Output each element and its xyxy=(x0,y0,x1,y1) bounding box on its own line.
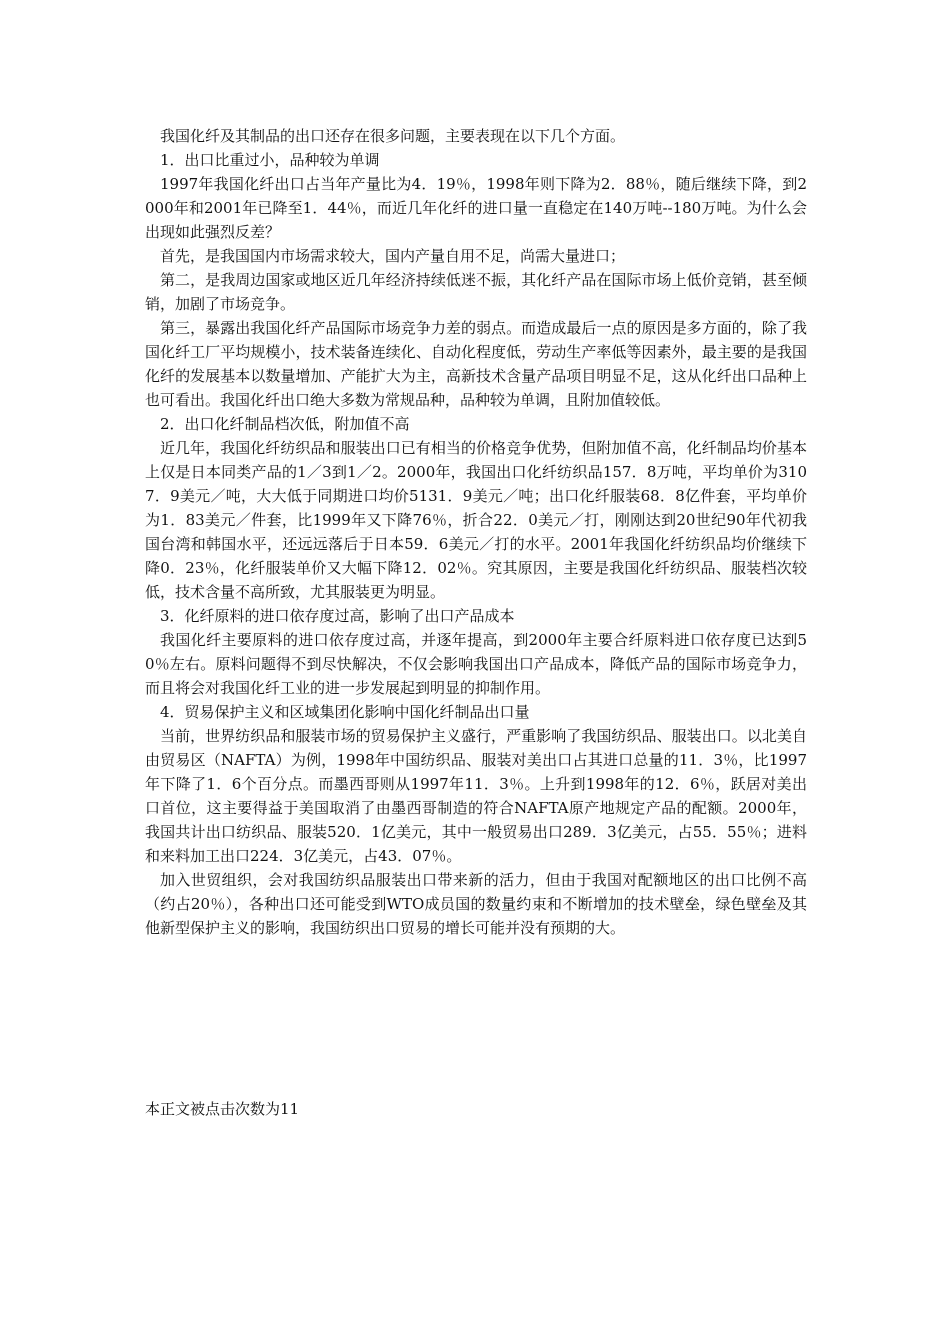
section-1-paragraph: 第二，是我周边国家或地区近几年经济持续低迷不振，其化纤产品在国际市场上低价竞销，甚至倾销，加剧了市场竞争。 xyxy=(145,271,807,313)
section-2-paragraph: 近几年，我国化纤纺织品和服装出口已有相当的价格竞争优势，但附加值不高，化纤制品均价基本上仅是日本同类产品的1／3到1／2。2000年，我国出口化纤纺织品157．8万吨，平均单价为3107．9美元／吨，大大低于同期进口均价5131．9美元／吨；出口化纤服装68．8亿件套，平均单价为1．83美元／件套，比1999年又下降76％，折合22．0美元／打，刚刚达到20世纪90年代初我国台湾和韩国水平，还远远落后于日本59．6美元／打的水平。2001年我国化纤纺织品均价继续下降0．23％，化纤服装单价又大幅下降12．02％。究其原因，主要是我国化纤纺织品、服装档次较低，技术含量不高所致，尤其服装更为明显。 xyxy=(145,439,807,601)
section-4-paragraph: 当前，世界纺织品和服装市场的贸易保护主义盛行，严重影响了我国纺织品、服装出口。以北美自由贸易区（NAFTA）为例，1998年中国纺织品、服装对美出口占其进口总量的11．3％，比1997年下降了1．6个百分点。而墨西哥则从1997年11．3％。上升到1998年的12．6％，跃居对美出口首位，这主要得益于美国取消了由墨西哥制造的符合NAFTA原产地规定产品的配额。2000年，我国共计出口纺织品、服装520．1亿美元，其中一般贸易出口289．3亿美元，占55．55％；进料和来料加工出口224．3亿美元，占43．07％。 xyxy=(145,727,807,865)
section-4-paragraph: 加入世贸组织，会对我国纺织品服装出口带来新的活力，但由于我国对配额地区的出口比例不高（约占20％），各种出口还可能受到WTO成员国的数量约束和不断增加的技术壁垒，绿色壁垒及其他新型保护主义的影响，我国纺织出口贸易的增长可能并没有预期的大。 xyxy=(145,871,807,937)
section-1-paragraph: 首先，是我国国内市场需求较大，国内产量自用不足，尚需大量进口； xyxy=(160,247,626,265)
article-body xyxy=(145,124,807,940)
intro-paragraph: 我国化纤及其制品的出口还存在很多问题，主要表现在以下几个方面。 xyxy=(160,127,626,145)
section-1-heading: 1．出口比重过小，品种较为单调 xyxy=(160,151,380,169)
section-3-heading: 3．化纤原料的进口依存度过高，影响了出口产品成本 xyxy=(160,607,515,625)
section-2-heading: 2．出口化纤制品档次低，附加值不高 xyxy=(160,415,410,433)
section-3-paragraph: 我国化纤主要原料的进口依存度过高，并逐年提高，到2000年主要合纤原料进口依存度已达到50％左右。原料问题得不到尽快解决，不仅会影响我国出口产品成本，降低产品的国际市场竞争力，而且将会对我国化纤工业的进一步发展起到明显的抑制作用。 xyxy=(145,631,807,697)
click-count-text: 本正文被点击次数为11 xyxy=(145,1100,300,1118)
section-4-heading: 4．贸易保护主义和区域集团化影响中国化纤制品出口量 xyxy=(160,703,530,721)
section-1-paragraph: 1997年我国化纤出口占当年产量比为4．19％，1998年则下降为2．88％，随后继续下降，到2000年和2001年已降至1．44％，而近几年化纤的进口量一直稳定在140万吨--180万吨。为什么会出现如此强烈反差？ xyxy=(145,175,807,241)
section-1-paragraph: 第三，暴露出我国化纤产品国际市场竞争力差的弱点。而造成最后一点的原因是多方面的，除了我国化纤工厂平均规模小，技术装备连续化、自动化程度低，劳动生产率低等因素外，最主要的是我国化纤的发展基本以数量增加、产能扩大为主，高新技术含量产品项目明显不足，这从化纤出口品种上也可看出。我国化纤出口绝大多数为常规品种，品种较为单调，且附加值较低。 xyxy=(145,319,807,409)
